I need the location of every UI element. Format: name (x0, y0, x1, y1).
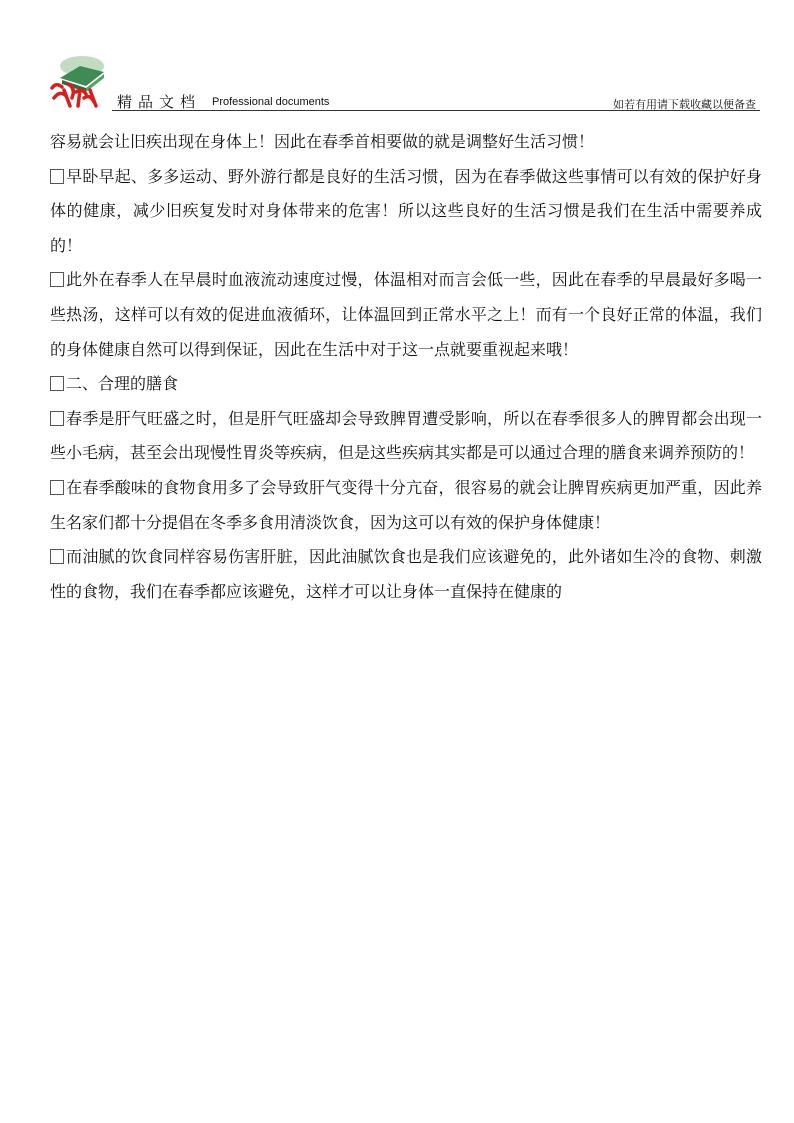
paragraph (50, 471, 762, 540)
square-bullet-icon (50, 272, 64, 287)
paragraph-text: 春季是肝气旺盛之时，但是肝气旺盛却会导致脾胃遭受影响，所以在春季很多人的脾胃都会出现一些小毛病，甚至会出现慢性胃炎等疾病，但是这些疾病其实都是可以通过合理的膳食来调养预防的！ (50, 408, 762, 463)
square-bullet-icon (50, 411, 64, 426)
section-heading-text: 二、合理的膳食 (66, 374, 179, 394)
square-bullet-icon (50, 376, 64, 391)
paragraph-text: 此外在春季人在早晨时血液流动速度过慢，体温相对而言会低一些，因此在春季的早晨最好多喝一些热汤，这样可以有效的促进血液循环，让体温回到正常水平之上！而有一个良好正常的体温，我们的身体健康自然可以得到保证，因此在生活中对于这一点就要重视起来哦！ (50, 270, 762, 359)
square-bullet-icon (50, 549, 64, 564)
paragraph-text: 在春季酸味的食物食用多了会导致肝气变得十分亢奋，很容易的就会让脾胃疾病更加严重，因此养生名家们都十分提倡在冬季多食用清淡饮食，因为这可以有效的保护身体健康！ (50, 477, 762, 532)
square-bullet-icon (50, 169, 64, 184)
header-subtitle: Professional documents (212, 96, 330, 108)
section-heading (50, 367, 762, 402)
paragraph (50, 402, 762, 471)
paragraph-text: 早卧早起、多多运动、野外游行都是良好的生活习惯，因为在春季做这些事情可以有效的保护好身体的健康，减少旧疾复发时对身体带来的危害！所以这些良好的生活习惯是我们在生活中需要养成的！ (50, 166, 762, 255)
document-body (50, 125, 762, 609)
square-bullet-icon (50, 480, 64, 495)
paragraph (50, 125, 762, 160)
paragraph-text: 而油腻的饮食同样容易伤害肝脏，因此油腻饮食也是我们应该避免的，此外诸如生冷的食物、刺激性的食物，我们在春季都应该避免，这样才可以让身体一直保持在健康的 (50, 547, 762, 601)
paragraph (50, 263, 762, 367)
header-title: 精品文档 (117, 93, 202, 111)
header-note: 如若有用请下载收藏以便备查 (613, 98, 756, 111)
book-logo-icon (46, 54, 108, 108)
paragraph-text: 容易就会让旧疾出现在身体上！因此在春季首相要做的就是调整好生活习惯！ (50, 132, 595, 151)
paragraph (50, 160, 762, 264)
paragraph (50, 540, 762, 609)
page-header (0, 0, 794, 112)
header-divider (112, 110, 760, 111)
